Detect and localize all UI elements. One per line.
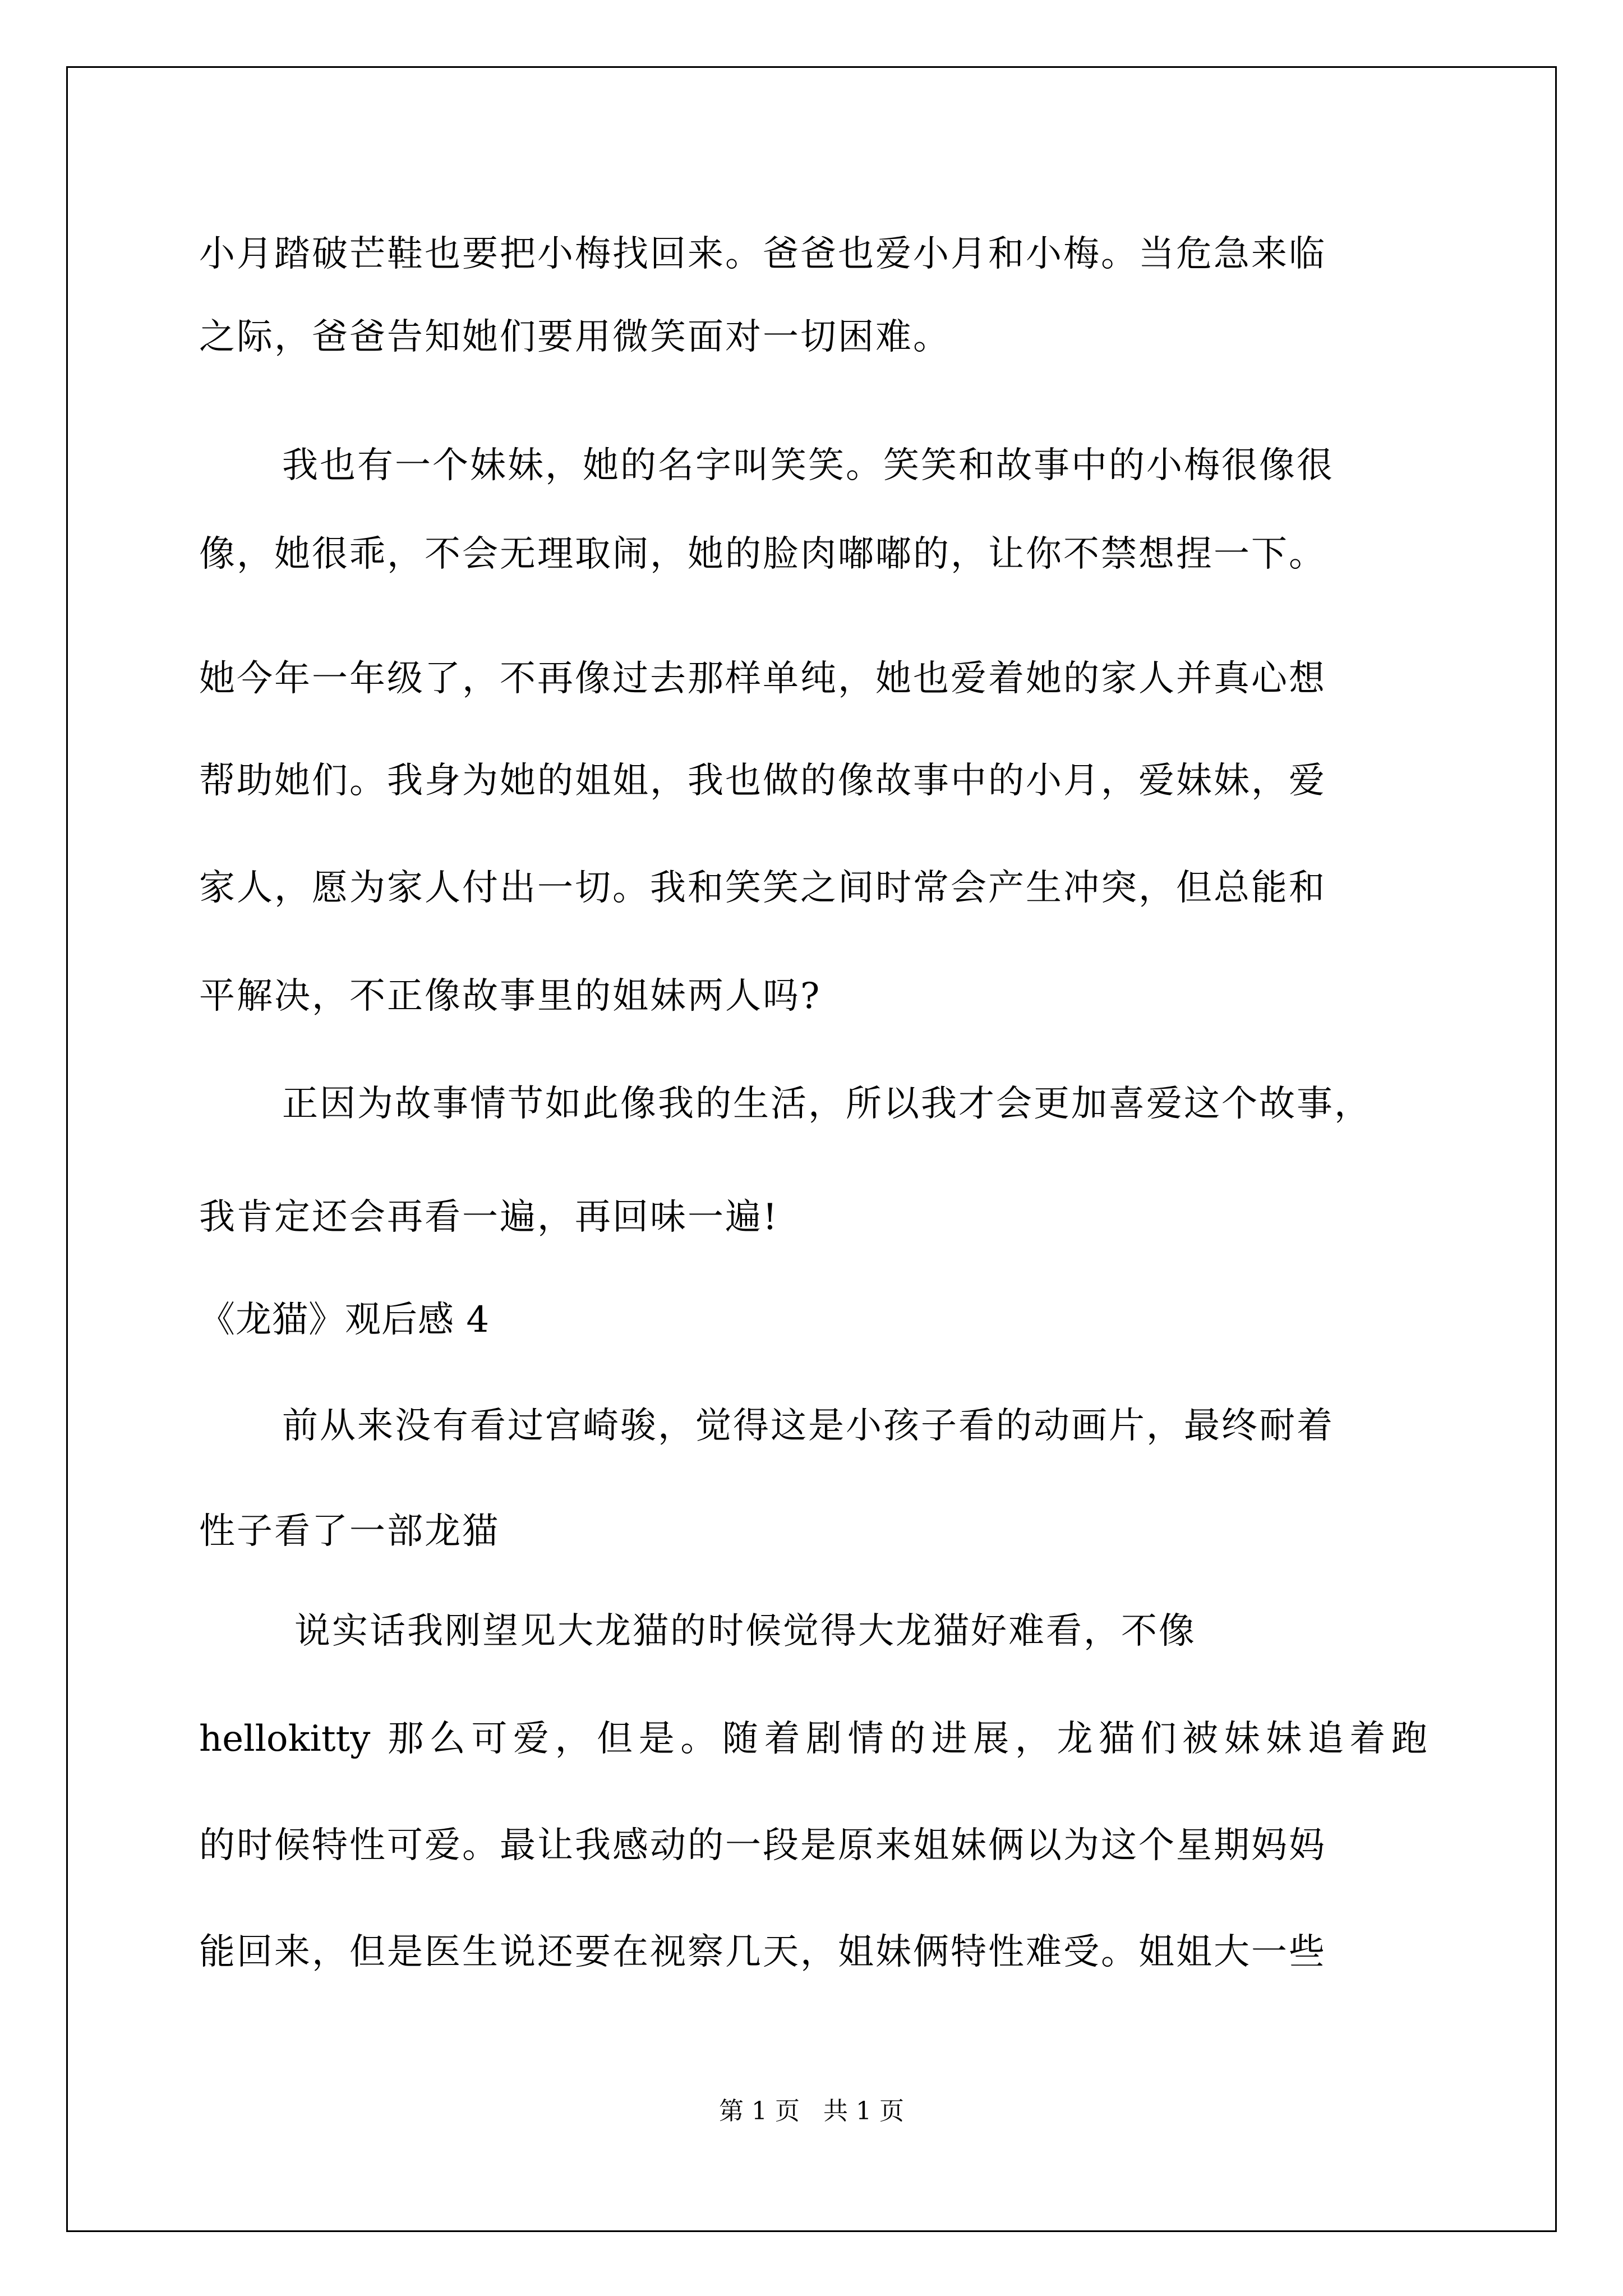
paragraph-start-line: 前从来没有看过宫崎骏，觉得这是小孩子看的动画片，最终耐着: [282, 1405, 1334, 1447]
page-border: [66, 66, 1557, 2232]
page-number-footer: 第 1 页 共 1 页: [719, 2097, 904, 2125]
body-text-line: 的时候特性可爱。最让我感动的一段是原来姐妹俩以为这个星期妈妈: [199, 1825, 1326, 1866]
body-text-line: 小月踏破芒鞋也要把小梅找回来。爸爸也爱小月和小梅。当危急来临: [199, 233, 1326, 275]
body-text-line: 像，她很乖，不会无理取闹，她的脸肉嘟嘟的，让你不禁想捏一下。: [199, 533, 1326, 575]
paragraph-start-line: 我也有一个妹妹，她的名字叫笑笑。笑笑和故事中的小梅很像很: [282, 445, 1334, 486]
body-text-line: 家人，愿为家人付出一切。我和笑笑之间时常会产生冲突，但总能和: [199, 867, 1326, 909]
body-text-line: 她今年一年级了，不再像过去那样单纯，她也爱着她的家人并真心想: [199, 658, 1326, 700]
body-text-line: 之际，爸爸告知她们要用微笑面对一切困难。: [199, 316, 951, 358]
body-text-line: 性子看了一部龙猫: [199, 1511, 500, 1552]
paragraph-start-line: 正因为故事情节如此像我的生活，所以我才会更加喜爱这个故事，: [282, 1083, 1372, 1125]
body-text-line: 能回来，但是医生说还要在视察几天，姐妹俩特性难受。姐姐大一些: [199, 1931, 1326, 1973]
body-text-line: 帮助她们。我身为她的姐姐，我也做的像故事中的小月，爱妹妹，爱: [199, 760, 1326, 802]
body-text-line: 平解决，不正像故事里的姐妹两人吗?: [199, 976, 822, 1017]
paragraph-start-line: 说实话我刚望见大龙猫的时候觉得大龙猫好难看，不像: [294, 1611, 1196, 1652]
body-text-line: 我肯定还会再看一遍，再回味一遍!: [199, 1197, 779, 1238]
body-text-line: hellokitty 那么可爱，但是。随着剧情的进展，龙猫们被妹妹追着跑: [199, 1718, 1427, 1760]
section-heading: 《龙猫》观后感 4: [199, 1299, 490, 1341]
